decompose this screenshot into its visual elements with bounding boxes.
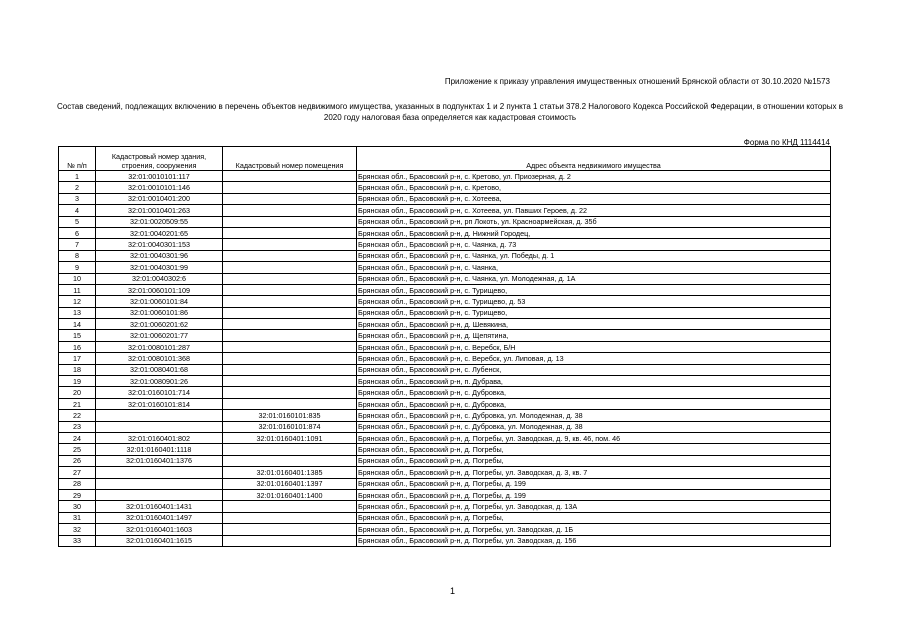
cell-address: Брянская обл., Брасовский р-н, д. Погребы, д. 199 — [357, 489, 831, 500]
table-row — [59, 319, 831, 330]
cell-num: 24 — [59, 432, 96, 443]
cell-address: Брянская обл., Брасовский р-н, с. Дубровка, — [357, 387, 831, 398]
header-room-cadastral: Кадастровый номер помещения — [223, 147, 357, 171]
cell-num: 4 — [59, 205, 96, 216]
cell-building-cadastral: 32:01:0160401:1376 — [96, 455, 223, 466]
cell-address: Брянская обл., Брасовский р-н, с. Хотеева, — [357, 193, 831, 204]
table-row — [59, 341, 831, 352]
table-row — [59, 284, 831, 295]
table-row — [59, 535, 831, 546]
cell-building-cadastral: 32:01:0020509:55 — [96, 216, 223, 227]
cell-room-cadastral — [223, 387, 357, 398]
cell-room-cadastral — [223, 330, 357, 341]
table-row — [59, 524, 831, 535]
table-row — [59, 444, 831, 455]
cell-num: 25 — [59, 444, 96, 455]
cell-address: Брянская обл., Брасовский р-н, д. Погребы, ул. Заводская, д. 9, кв. 46, пом. 46 — [357, 432, 831, 443]
table-row — [59, 353, 831, 364]
cell-building-cadastral: 32:01:0160401:1603 — [96, 524, 223, 535]
cell-room-cadastral — [223, 216, 357, 227]
table-row — [59, 501, 831, 512]
table-row — [59, 478, 831, 489]
cell-num: 16 — [59, 341, 96, 352]
cell-num: 30 — [59, 501, 96, 512]
header-num: № п/п — [59, 147, 96, 171]
cell-address: Брянская обл., Брасовский р-н, д. Погребы, — [357, 444, 831, 455]
cell-room-cadastral — [223, 262, 357, 273]
cell-room-cadastral — [223, 307, 357, 318]
cell-room-cadastral — [223, 171, 357, 182]
form-code: Форма по КНД 1114414 — [743, 138, 830, 147]
cell-room-cadastral — [223, 205, 357, 216]
cell-address: Брянская обл., Брасовский р-н, с. Чаянка, д. 73 — [357, 239, 831, 250]
table-row — [59, 273, 831, 284]
cell-room-cadastral — [223, 250, 357, 261]
cell-building-cadastral: 32:01:0160401:1431 — [96, 501, 223, 512]
table-row — [59, 432, 831, 443]
appendix-reference: Приложение к приказу управления имущественных отношений Брянской области от 30.10.2020 №1573 — [444, 77, 830, 86]
table-header-row — [59, 147, 831, 171]
cell-building-cadastral: 32:01:0060201:62 — [96, 319, 223, 330]
cell-building-cadastral: 32:01:0060201:77 — [96, 330, 223, 341]
cell-building-cadastral: 32:01:0040201:65 — [96, 227, 223, 238]
cell-building-cadastral: 32:01:0010401:200 — [96, 193, 223, 204]
table-row — [59, 182, 831, 193]
cell-building-cadastral — [96, 421, 223, 432]
cell-address: Брянская обл., Брасовский р-н, д. Шевякина, — [357, 319, 831, 330]
cell-building-cadastral: 32:01:0040301:99 — [96, 262, 223, 273]
table-row — [59, 489, 831, 500]
cell-num: 12 — [59, 296, 96, 307]
cell-num: 13 — [59, 307, 96, 318]
cell-building-cadastral: 32:01:0160401:1497 — [96, 512, 223, 523]
cell-building-cadastral: 32:01:0080101:368 — [96, 353, 223, 364]
cell-address: Брянская обл., Брасовский р-н, рп Локоть, ул. Красноармейская, д. 35б — [357, 216, 831, 227]
cell-room-cadastral — [223, 444, 357, 455]
cell-address: Брянская обл., Брасовский р-н, с. Чаянка, — [357, 262, 831, 273]
table-row — [59, 398, 831, 409]
cell-num: 5 — [59, 216, 96, 227]
cell-building-cadastral: 32:01:0080901:26 — [96, 376, 223, 387]
cell-room-cadastral — [223, 239, 357, 250]
cell-address: Брянская обл., Брасовский р-н, с. Кретово, ул. Приозерная, д. 2 — [357, 171, 831, 182]
cell-address: Брянская обл., Брасовский р-н, с. Турищево, — [357, 284, 831, 295]
cell-building-cadastral — [96, 467, 223, 478]
cell-address: Брянская обл., Брасовский р-н, с. Турищево, д. 53 — [357, 296, 831, 307]
cell-building-cadastral: 32:01:0010101:117 — [96, 171, 223, 182]
cell-num: 8 — [59, 250, 96, 261]
cell-address: Брянская обл., Брасовский р-н, с. Дубровка, ул. Молодежная, д. 38 — [357, 421, 831, 432]
table-body — [59, 171, 831, 547]
table-row — [59, 410, 831, 421]
cell-room-cadastral: 32:01:0160401:1400 — [223, 489, 357, 500]
cell-num: 21 — [59, 398, 96, 409]
cell-building-cadastral: 32:01:0160401:802 — [96, 432, 223, 443]
cell-room-cadastral: 32:01:0160401:1397 — [223, 478, 357, 489]
cell-room-cadastral — [223, 296, 357, 307]
cell-building-cadastral: 32:01:0010401:263 — [96, 205, 223, 216]
cell-room-cadastral — [223, 273, 357, 284]
cell-building-cadastral — [96, 489, 223, 500]
cell-num: 29 — [59, 489, 96, 500]
cell-num: 22 — [59, 410, 96, 421]
cell-num: 17 — [59, 353, 96, 364]
cell-num: 1 — [59, 171, 96, 182]
page-number: 1 — [449, 586, 455, 596]
cell-address: Брянская обл., Брасовский р-н, д. Погребы, — [357, 455, 831, 466]
cell-building-cadastral — [96, 478, 223, 489]
table-row — [59, 330, 831, 341]
cell-address: Брянская обл., Брасовский р-н, д. Погребы, д. 199 — [357, 478, 831, 489]
cell-room-cadastral: 32:01:0160401:1091 — [223, 432, 357, 443]
cell-building-cadastral: 32:01:0160101:714 — [96, 387, 223, 398]
cell-building-cadastral: 32:01:0060101:109 — [96, 284, 223, 295]
cell-num: 26 — [59, 455, 96, 466]
cell-address: Брянская обл., Брасовский р-н, с. Турищево, — [357, 307, 831, 318]
cell-num: 7 — [59, 239, 96, 250]
cell-address: Брянская обл., Брасовский р-н, с. Дубровка, — [357, 398, 831, 409]
cell-address: Брянская обл., Брасовский р-н, с. Дубровка, ул. Молодежная, д. 38 — [357, 410, 831, 421]
cell-room-cadastral: 32:01:0160401:1385 — [223, 467, 357, 478]
cell-room-cadastral — [223, 501, 357, 512]
cell-building-cadastral — [96, 410, 223, 421]
table-row — [59, 193, 831, 204]
cell-building-cadastral: 32:01:0060101:86 — [96, 307, 223, 318]
cell-building-cadastral: 32:01:0040301:153 — [96, 239, 223, 250]
cell-room-cadastral — [223, 398, 357, 409]
cell-address: Брянская обл., Брасовский р-н, д. Погребы, ул. Заводская, д. 13А — [357, 501, 831, 512]
cell-room-cadastral — [223, 512, 357, 523]
cell-room-cadastral — [223, 376, 357, 387]
cell-num: 19 — [59, 376, 96, 387]
table-row — [59, 205, 831, 216]
cell-room-cadastral: 32:01:0160101:835 — [223, 410, 357, 421]
cell-num: 10 — [59, 273, 96, 284]
document-title: Состав сведений, подлежащих включению в перечень объектов недвижимого имущества, указанных в подпунктах 1 и 2 пункта 1 статьи 378.2 Налогового Кодекса Российской Федерации, в отношении которых в 2020 году налоговая база определяется как кадастровая стоимость — [57, 102, 843, 122]
cell-num: 2 — [59, 182, 96, 193]
cell-address: Брянская обл., Брасовский р-н, д. Нижний Городец, — [357, 227, 831, 238]
cell-building-cadastral: 32:01:0160401:1615 — [96, 535, 223, 546]
cell-num: 9 — [59, 262, 96, 273]
table-row — [59, 171, 831, 182]
cell-num: 11 — [59, 284, 96, 295]
cell-room-cadastral — [223, 341, 357, 352]
cell-address: Брянская обл., Брасовский р-н, д. Погребы, ул. Заводская, д. 1Б — [357, 524, 831, 535]
cell-room-cadastral — [223, 193, 357, 204]
cell-num: 33 — [59, 535, 96, 546]
cell-num: 3 — [59, 193, 96, 204]
cell-num: 20 — [59, 387, 96, 398]
cell-room-cadastral — [223, 364, 357, 375]
cell-room-cadastral — [223, 353, 357, 364]
cell-building-cadastral: 32:01:0010101:146 — [96, 182, 223, 193]
cell-num: 18 — [59, 364, 96, 375]
cell-num: 28 — [59, 478, 96, 489]
table-row — [59, 307, 831, 318]
cell-building-cadastral: 32:01:0080101:287 — [96, 341, 223, 352]
cell-room-cadastral — [223, 182, 357, 193]
cell-room-cadastral: 32:01:0160101:874 — [223, 421, 357, 432]
cell-num: 15 — [59, 330, 96, 341]
table-row — [59, 250, 831, 261]
table-row — [59, 512, 831, 523]
cell-address: Брянская обл., Брасовский р-н, д. Погребы, ул. Заводская, д. 156 — [357, 535, 831, 546]
cell-building-cadastral: 32:01:0160401:1118 — [96, 444, 223, 455]
table-row — [59, 239, 831, 250]
cell-num: 27 — [59, 467, 96, 478]
cell-room-cadastral — [223, 284, 357, 295]
header-address: Адрес объекта недвижимого имущества — [357, 147, 831, 171]
cell-building-cadastral: 32:01:0040302:6 — [96, 273, 223, 284]
cell-address: Брянская обл., Брасовский р-н, с. Веребск, ул. Липовая, д. 13 — [357, 353, 831, 364]
cell-address: Брянская обл., Брасовский р-н, с. Чаянка, ул. Молодежная, д. 1А — [357, 273, 831, 284]
cell-address: Брянская обл., Брасовский р-н, д. Погребы, — [357, 512, 831, 523]
cell-num: 32 — [59, 524, 96, 535]
cell-address: Брянская обл., Брасовский р-н, п. Дубрава, — [357, 376, 831, 387]
table-row — [59, 455, 831, 466]
table-row — [59, 421, 831, 432]
cell-room-cadastral — [223, 319, 357, 330]
table-row — [59, 387, 831, 398]
cell-address: Брянская обл., Брасовский р-н, с. Кретово, — [357, 182, 831, 193]
cell-room-cadastral — [223, 535, 357, 546]
header-building-cadastral: Кадастровый номер здания, строения, сооружения — [96, 147, 223, 171]
cell-num: 6 — [59, 227, 96, 238]
table-row — [59, 376, 831, 387]
table-row — [59, 364, 831, 375]
table-row — [59, 262, 831, 273]
cell-room-cadastral — [223, 524, 357, 535]
table-row — [59, 216, 831, 227]
cell-building-cadastral: 32:01:0060101:84 — [96, 296, 223, 307]
cell-num: 31 — [59, 512, 96, 523]
cell-address: Брянская обл., Брасовский р-н, д. Щепятина, — [357, 330, 831, 341]
cell-building-cadastral: 32:01:0080401:68 — [96, 364, 223, 375]
cell-room-cadastral — [223, 455, 357, 466]
table-row — [59, 296, 831, 307]
cell-address: Брянская обл., Брасовский р-н, с. Лубенск, — [357, 364, 831, 375]
cell-address: Брянская обл., Брасовский р-н, с. Веребск, Б/Н — [357, 341, 831, 352]
table-row — [59, 467, 831, 478]
cell-address: Брянская обл., Брасовский р-н, с. Хотеева, ул. Павших Героев, д. 22 — [357, 205, 831, 216]
cell-num: 23 — [59, 421, 96, 432]
cell-address: Брянская обл., Брасовский р-н, с. Чаянка, ул. Победы, д. 1 — [357, 250, 831, 261]
property-table — [58, 146, 831, 547]
cell-address: Брянская обл., Брасовский р-н, д. Погребы, ул. Заводская, д. 3, кв. 7 — [357, 467, 831, 478]
cell-building-cadastral: 32:01:0160101:814 — [96, 398, 223, 409]
cell-num: 14 — [59, 319, 96, 330]
cell-building-cadastral: 32:01:0040301:96 — [96, 250, 223, 261]
table-row — [59, 227, 831, 238]
cell-room-cadastral — [223, 227, 357, 238]
